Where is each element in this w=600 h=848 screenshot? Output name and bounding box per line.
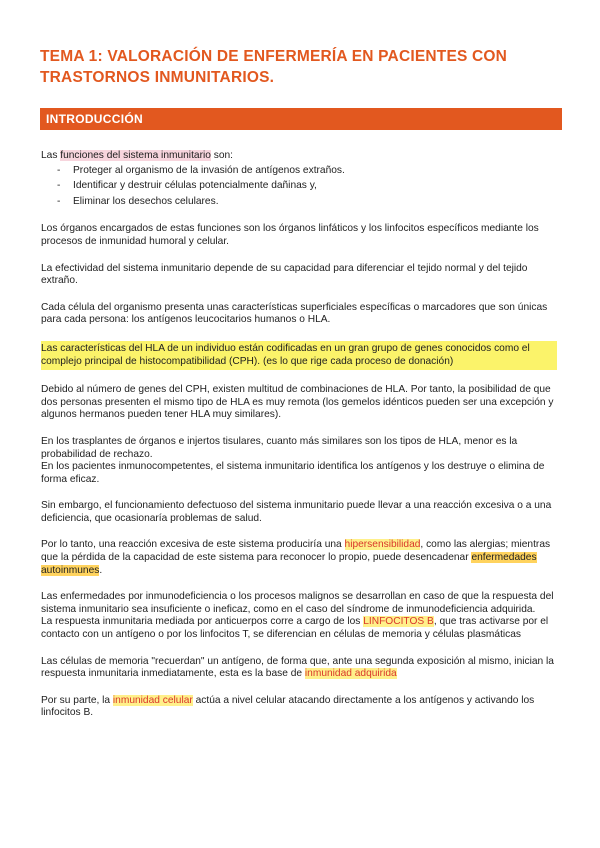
document-body (41, 150, 557, 720)
functions-list (41, 165, 557, 209)
page-title: TEMA 1: VALORACIÓN DE ENFERMERÍA EN PACIENTES CON TRASTORNOS INMUNITARIOS. (40, 48, 508, 86)
paragraph-immunocompetent: En los pacientes inmunocompetentes, el sistema inmunitario identifica los antígenos y los destruye o elimina de forma eficaz. (41, 461, 545, 485)
paragraph-transplants: En los trasplantes de órganos e injertos tisulares, cuanto más similares son los tipos de HLA, menor es la probabilidad de rechazo. (41, 435, 518, 460)
paragraph-b-lymphocytes: La respuesta inmunitaria mediada por anticuerpos corre a cargo de los LINFOCITOS B, que tras activarse por el contacto con un antígeno o por los linfocitos T, se diferencian en células de memoria y células plasmáticas (41, 616, 549, 641)
highlight-hypersensitivity: hipersensibilidad (344, 539, 421, 551)
paragraph-memory-cells: Las células de memoria "recuerdan" un antígeno, de forma que, ante una segunda exposición al mismo, inician la respuesta inmunitaria inmediatamente, esta es la base de inmunidad adquirida (41, 655, 554, 680)
paragraph-organs: Los órganos encargados de estas funciones son los órganos linfáticos y los linfocitos específicos mediante los procesos de inmunidad humoral y celular. (41, 223, 539, 247)
highlight-acquired-immunity: inmunidad adquirida (304, 668, 397, 680)
section-header: INTRODUCCIÓN (40, 108, 562, 130)
paragraph-combinations: Debido al número de genes del CPH, existen multitud de combinaciones de HLA. Por tanto, la posibilidad de que dos personas presenten el mismo tipo de HLA es muy remota (los gemelos idénticos pueden ser una excepción y algunos hermanos pueden tener HLA muy similares). (41, 384, 554, 421)
paragraph-functions: Las funciones del sistema inmunitario son: (41, 150, 233, 161)
paragraph-cellular-immunity: Por su parte, la inmunidad celular actúa a nivel celular atacando directamente a los antígenos y activando los linfocitos B. (41, 694, 535, 719)
paragraph-effectiveness: La efectividad del sistema inmunitario depende de su capacidad para diferenciar el tejido normal y del tejido extraño. (41, 262, 528, 287)
paragraph-hypersensitivity: Por lo tanto, una reacción excesiva de este sistema produciría una hipersensibilidad, como las alergias; mientras que la pérdida de la capacidad de este sistema para reconocer lo propio, puede desencadenar enfermedades autoinmunes. (41, 539, 551, 576)
highlight-functions: funciones del sistema inmunitario (60, 150, 211, 161)
paragraph-defective: Sin embargo, el funcionamiento defectuoso del sistema inmunitario puede llevar a una reacción excesiva o a una deficiencia, que ocasionaría problemas de salud. (41, 500, 552, 524)
paragraph-immunodeficiency: Las enfermedades por inmunodeficiencia o los procesos malignos se desarrollan en caso de que la respuesta del sistema inmunitario sea insuficiente o ineficaz, como en el caso del síndrome de inmunodeficiencia adquirida. (41, 591, 554, 615)
highlight-autoimmune: enfermedades autoinmunes (41, 552, 537, 576)
highlight-cellular-immunity: inmunidad celular (112, 694, 193, 706)
list-item: - Proteger al organismo de la invasión de antígenos extraños. (57, 165, 557, 178)
list-item: - Identificar y destruir células potencialmente dañinas y, (57, 180, 557, 193)
highlight-b-lymphocytes: LINFOCITOS B (363, 616, 434, 628)
list-item: - Eliminar los desechos celulares. (57, 196, 557, 209)
paragraph-cph-highlight: Las características del HLA de un individuo están codificadas en un gran grupo de genes conocidos como el complejo principal de histocompatibilidad (CPH). (es lo que rige cada proceso de donación) (41, 341, 557, 370)
paragraph-hla: Cada célula del organismo presenta unas características superficiales específicas o marcadores que son únicas para cada persona: los antígenos leucocitarios humanos o HLA. (41, 301, 548, 326)
